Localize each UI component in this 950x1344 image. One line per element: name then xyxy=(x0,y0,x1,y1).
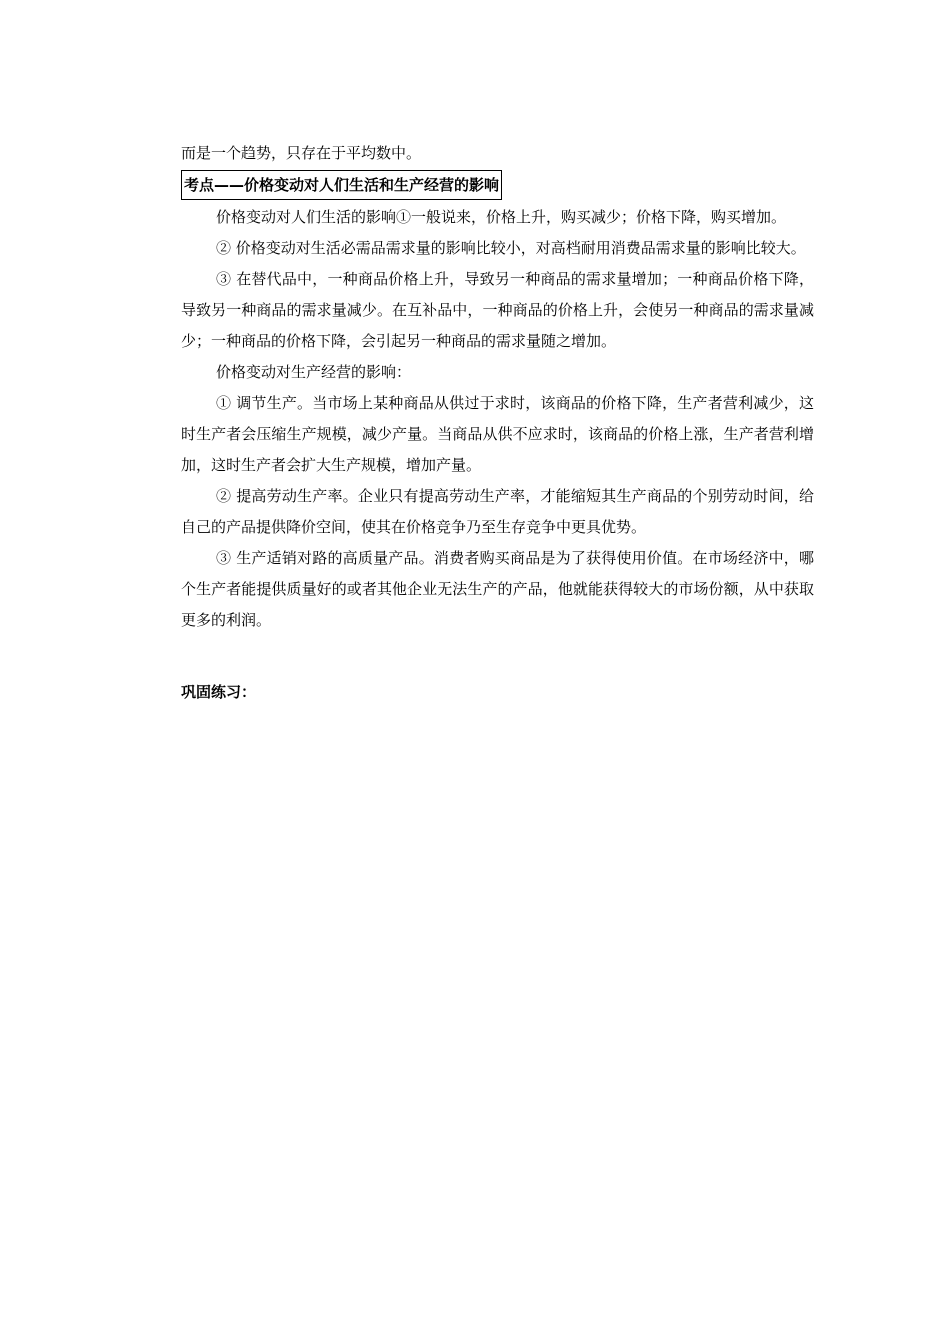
practice-heading: 巩固练习： xyxy=(181,683,257,701)
paragraph-life-impact-2: ② 价格变动对生活必需品需求量的影响比较小，对高档耐用消费品需求量的影响比较大。 xyxy=(216,239,806,257)
paragraph-production-impact-2: ② 提高劳动生产率。企业只有提高劳动生产率，才能缩短其生产商品的个别劳动时间，给自己的产品提供降价空间，使其在价格竞争乃至生存竞争中更具优势。 xyxy=(181,487,814,536)
paragraph-production-impact-1: ① 调节生产。当市场上某种商品从供过于求时，该商品的价格下降，生产者营利减少，这时生产者会压缩生产规模，减少产量。当商品从供不应求时，该商品的价格上涨，生产者营利增加，这时生产者会扩大生产规模，增加产量。 xyxy=(181,394,814,474)
paragraph-life-impact-3: ③ 在替代品中，一种商品价格上升，导致另一种商品的需求量增加；一种商品价格下降，导致另一种商品的需求量减少。在互补品中，一种商品的价格上升，会使另一种商品的需求量减少；一种商品的价格下降，会引起另一种商品的需求量随之增加。 xyxy=(181,270,814,350)
document-content xyxy=(181,138,814,706)
intro-line: 而是一个趋势，只存在于平均数中。 xyxy=(181,144,422,162)
paragraph-production-impact-heading: 价格变动对生产经营的影响： xyxy=(216,363,412,381)
section-heading: 考点——价格变动对人们生活和生产经营的影响 xyxy=(181,170,502,200)
paragraph-production-impact-3: ③ 生产适销对路的高质量产品。消费者购买商品是为了获得使用价值。在市场经济中，哪个生产者能提供质量好的或者其他企业无法生产的产品，他就能获得较大的市场份额，从中获取更多的利润。 xyxy=(181,549,814,629)
paragraph-life-impact-1: 价格变动对人们生活的影响①一般说来，价格上升，购买减少；价格下降，购买增加。 xyxy=(216,208,787,226)
